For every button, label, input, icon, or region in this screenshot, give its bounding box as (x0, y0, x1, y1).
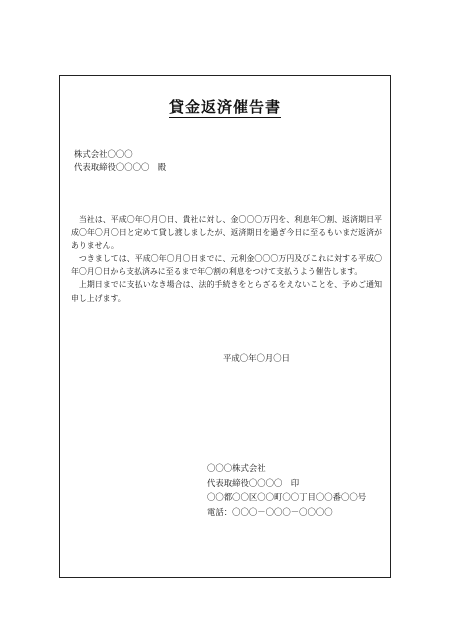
document-date: 平成〇年〇月〇日 (223, 353, 290, 363)
sender-company: 〇〇〇株式会社 (207, 463, 266, 473)
document-title (60, 96, 390, 117)
body-paragraph: 当社は、平成〇年〇月〇日、貴社に対し、金〇〇〇万円を、利息年〇割、返済期日平成〇年〇月〇日と定めて貸し渡しましたが、返済期日を過ぎ今日に至るもいまだ返済がありません。 (71, 215, 382, 251)
document-body (71, 213, 382, 305)
sender-phone: 電話：〇〇〇－〇〇〇－〇〇〇〇 (207, 506, 333, 517)
body-paragraph: つきましては、平成〇年〇月〇日までに、元利金〇〇〇万円及びこれに対する平成〇年〇月〇日から支払済みに至るまで年〇割の利息をつけて支払うよう催告します。 (71, 254, 382, 277)
document-page (59, 75, 391, 578)
document-title-text: 貸金返済催告書 (168, 98, 281, 116)
sender-representative: 代表取締役〇〇〇〇 印 (207, 477, 300, 488)
sender-block (207, 461, 366, 519)
sender-address: 〇〇都〇〇区〇〇町〇〇丁目〇〇番〇〇号 (207, 492, 367, 502)
recipient-company: 株式会社〇〇〇 (74, 149, 133, 159)
body-paragraph: 上期日までに支払いなき場合は、法的手続きをとらざるをえないことを、予めご通知申し上げます。 (71, 280, 382, 303)
recipient-representative: 代表取締役〇〇〇〇 殿 (74, 162, 167, 172)
